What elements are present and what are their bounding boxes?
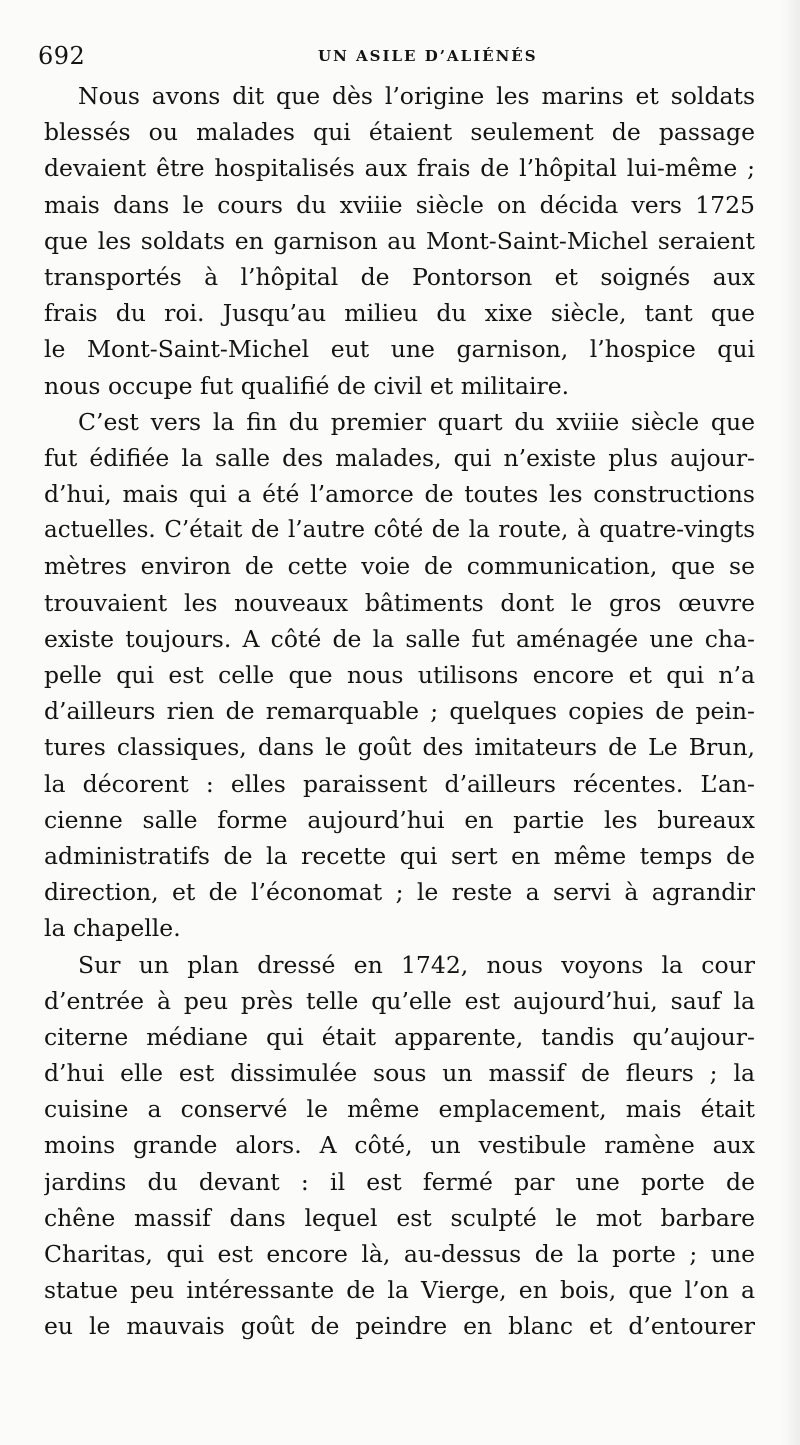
page-number: 692 [38, 42, 86, 70]
text-line: mais dans le cours du xviiie siècle on décida vers 1725 [44, 190, 755, 219]
running-title: UN ASILE D’ALIÉNÉS [318, 47, 538, 65]
text-line: statue peu intéressante de la Vierge, en bois, que l’on a [44, 1276, 755, 1305]
page-header [38, 38, 753, 74]
text-line: Charitas, qui est encore là, au-dessus de la porte ; une [44, 1240, 755, 1268]
text-line: trouvaient les nouveaux bâtiments dont le gros œuvre [44, 588, 755, 617]
text-line: le Mont-Saint-Michel eut une garnison, l’hospice qui [44, 335, 755, 364]
text-line: la décorent : elles paraissent d’ailleurs récentes. L’an- [44, 769, 755, 798]
text-line: moins grande alors. A côté, un vestibule ramène aux [44, 1131, 755, 1160]
text-line: d’entrée à peu près telle qu’elle est aujourd’hui, sauf la [44, 986, 755, 1015]
body-text [44, 78, 755, 1345]
text-line: frais du roi. Jusqu’au milieu du xixe siècle, tant que [44, 299, 755, 328]
text-line: d’ailleurs rien de remarquable ; quelques copies de pein- [44, 697, 755, 726]
text-line: C’est vers la fin du premier quart du xviiie siècle que [78, 407, 755, 436]
text-line: direction, et de l’économat ; le reste a servi à agrandir [44, 878, 755, 907]
text-line: chêne massif dans lequel est sculpté le mot barbare [44, 1203, 755, 1232]
text-line: jardins du devant : il est fermé par une porte de [44, 1167, 755, 1196]
text-line: devaient être hospitalisés aux frais de l’hôpital lui-même ; [44, 154, 755, 183]
scan-edge-shadow [782, 0, 800, 1445]
text-line: citerne médiane qui était apparente, tandis qu’aujour- [44, 1022, 755, 1051]
text-line: fut édifiée la salle des malades, qui n’existe plus aujour- [44, 443, 755, 472]
text-line: Nous avons dit que dès l’origine les marins et soldats [78, 82, 755, 110]
text-line: d’hui elle est dissimulée sous un massif de fleurs ; la [44, 1059, 755, 1088]
text-line: la chapelle. [44, 914, 181, 943]
text-line: d’hui, mais qui a été l’amorce de toutes les constructions [44, 480, 755, 509]
text-line: Sur un plan dressé en 1742, nous voyons la cour [78, 950, 755, 979]
text-line: cienne salle forme aujourd’hui en partie les bureaux [44, 805, 755, 834]
text-line: nous occupe fut qualifié de civil et militaire. [44, 371, 570, 400]
text-line: pelle qui est celle que nous utilisons encore et qui n’a [44, 661, 755, 689]
text-line: mètres environ de cette voie de communication, que se [44, 552, 755, 581]
text-line: blessés ou malades qui étaient seulement de passage [44, 118, 755, 147]
text-line: administratifs de la recette qui sert en même temps de [44, 841, 755, 870]
text-line: eu le mauvais goût de peindre en blanc et d’entourer [44, 1312, 755, 1341]
text-line: cuisine a conservé le même emplacement, mais était [44, 1095, 755, 1124]
text-line: existe toujours. A côté de la salle fut aménagée une cha- [44, 624, 755, 653]
text-line: que les soldats en garnison au Mont-Saint-Michel seraient [44, 226, 755, 255]
text-line: transportés à l’hôpital de Pontorson et soignés aux [44, 262, 755, 291]
text-line: tures classiques, dans le goût des imitateurs de Le Brun, [44, 733, 755, 762]
text-line: actuelles. C’était de l’autre côté de la route, à quatre-vingts [44, 517, 755, 544]
